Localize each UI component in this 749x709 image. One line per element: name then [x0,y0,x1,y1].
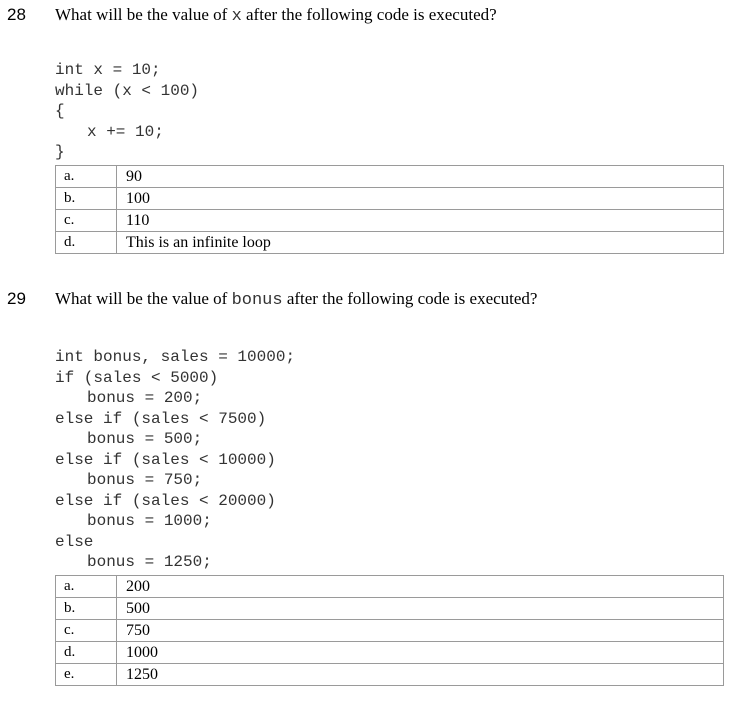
answer-option[interactable] [56,188,723,210]
option-text: 750 [117,620,723,642]
question-prompt [55,5,497,27]
option-letter: c. [56,210,117,232]
answer-option[interactable] [56,576,723,598]
answer-option[interactable] [56,232,723,253]
code-block [55,42,199,163]
answer-option[interactable] [56,166,723,188]
answer-option[interactable] [56,664,723,685]
prompt-text: What will be the value of [55,5,232,24]
code-line: else if (sales < 20000) [55,491,276,510]
code-block [55,329,295,573]
option-letter: e. [56,664,117,685]
question-prompt [55,289,537,311]
option-text: 100 [117,188,723,210]
code-line: int x = 10; [55,61,161,79]
code-line: else if (sales < 7500) [55,409,267,428]
option-text: This is an infinite loop [126,234,271,251]
option-text: 90 [117,166,723,188]
option-letter: b. [56,598,117,620]
prompt-text: after the following code is executed? [282,289,538,308]
code-line: else if (sales < 10000) [55,450,276,469]
code-line: bonus = 500; [87,430,203,448]
prompt-text: after the following code is executed? [241,5,497,24]
code-line: if (sales < 5000) [55,368,219,387]
code-line: bonus = 1250; [87,553,212,571]
answer-option[interactable] [56,210,723,232]
code-line: bonus = 750; [87,471,203,489]
option-text: 500 [117,598,723,620]
question-number: 28 [7,5,26,24]
code-line: bonus = 1000; [87,512,212,530]
option-text: 110 [117,210,723,232]
answer-option[interactable] [56,620,723,642]
option-text: 200 [117,576,723,598]
code-line: } [55,143,65,161]
option-text: 1250 [126,666,158,683]
question-number: 29 [7,289,26,308]
answer-options-table [55,575,724,686]
option-letter: c. [56,620,117,642]
code-line: else [55,532,94,551]
option-letter: d. [56,232,117,253]
option-letter: d. [56,642,117,664]
option-text: 1000 [117,642,723,664]
code-line: bonus = 200; [87,389,203,407]
answer-option[interactable] [56,642,723,664]
code-line: x += 10; [87,122,164,141]
option-letter: b. [56,188,117,210]
code-line: int bonus, sales = 10000; [55,348,296,366]
answer-options-table [55,165,724,254]
option-letter: a. [56,576,117,598]
code-line: { [55,102,65,120]
option-letter: a. [56,166,117,188]
prompt-code: x [231,7,242,26]
prompt-code: bonus [231,291,283,310]
prompt-text: What will be the value of [55,289,232,308]
code-line: while (x < 100) [55,81,200,100]
answer-option[interactable] [56,598,723,620]
